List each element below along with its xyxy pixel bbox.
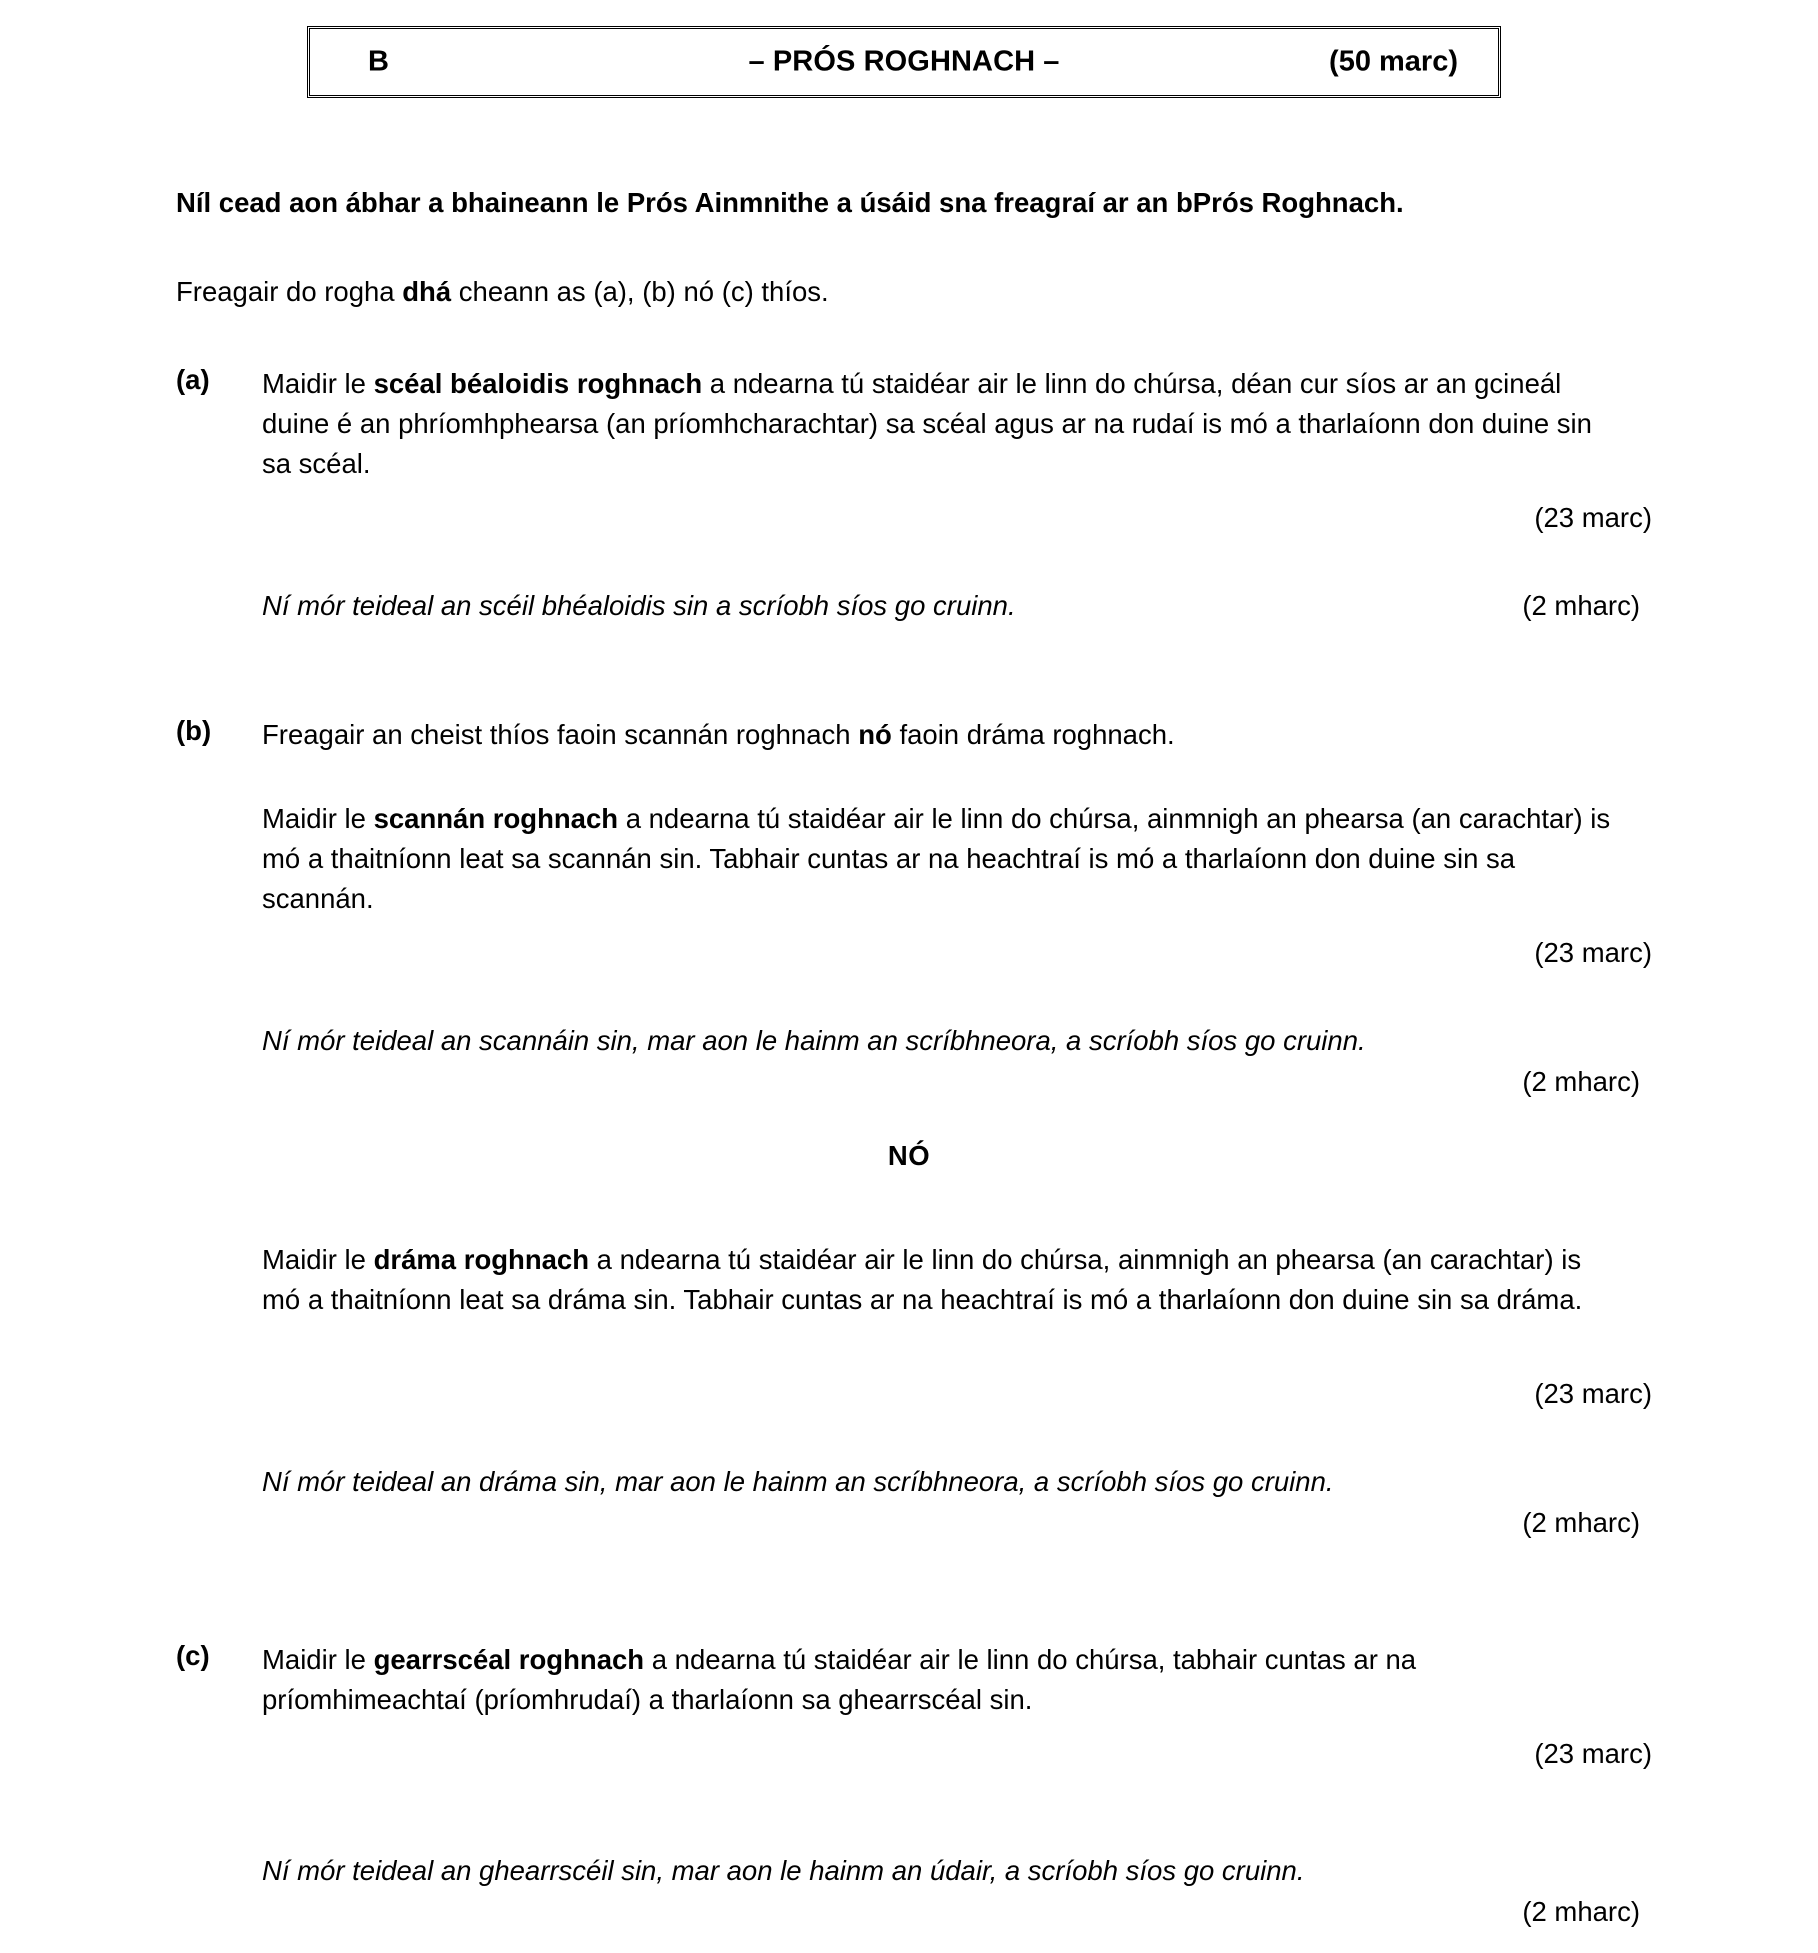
question-c-emphasis: gearrscéal roghnach <box>373 1644 645 1675</box>
question-b <box>176 715 1646 755</box>
question-c <box>176 1640 1646 1720</box>
question-a-text-after: a ndearna tú staidéar air le linn do chúrsa, déan cur síos ar an gcineál duine é an phríomhphearsa (an príomhcharachtar) sa scéal agus ar na rudaí is mó a tharlaíonn don duine sin sa scéal. <box>262 368 1592 479</box>
question-b-play-text-before: Maidir le <box>262 1244 374 1275</box>
question-c-marks: (23 marc) <box>1534 1738 1652 1769</box>
or-divider: NÓ <box>887 1140 931 1171</box>
question-b-play-emphasis: dráma roghnach <box>373 1244 590 1275</box>
question-b-film-marks: (23 marc) <box>1534 937 1652 968</box>
question-c-note-marks: (2 mharc) <box>1522 1896 1640 1927</box>
answer-instruction <box>176 272 829 312</box>
question-b-play-title-note: Ní mór teideal an dráma sin, mar aon le hainm an scríbhneora, a scríobh síos go cruinn. <box>262 1466 1334 1497</box>
question-b-film-note-marks: (2 mharc) <box>1522 1066 1640 1097</box>
question-c-text-after: a ndearna tú staidéar air le linn do chúrsa, tabhair cuntas ar na príomhimeachtaí (príomhrudaí) a tharlaíonn sa ghearrscéal sin. <box>262 1644 1417 1715</box>
question-b-label: (b) <box>176 715 212 746</box>
question-a-note-marks: (2 mharc) <box>1522 590 1640 621</box>
question-a-title-note: Ní mór teideal an scéil bhéaloidis sin a scríobh síos go cruinn. <box>262 590 1016 621</box>
question-b-play-note-marks: (2 mharc) <box>1522 1507 1640 1538</box>
section-letter: B <box>368 45 390 78</box>
question-b-film-text-before: Maidir le <box>262 803 374 834</box>
question-b-play-text <box>262 1240 1622 1320</box>
question-a-text <box>262 364 1622 484</box>
question-b-film-emphasis: scannán roghnach <box>373 803 619 834</box>
question-c-title-note: Ní mór teideal an ghearrscéil sin, mar aon le hainm an údair, a scríobh síos go cruinn. <box>262 1855 1305 1886</box>
question-b-film-title-note: Ní mór teideal an scannáin sin, mar aon le hainm an scríbhneora, a scríobh síos go cruinn. <box>262 1025 1366 1056</box>
instruction-text-after: cheann as (a), (b) nó (c) thíos. <box>451 276 829 307</box>
question-b-intro-after: faoin dráma roghnach. <box>891 719 1175 750</box>
section-total-marks: (50 marc) <box>1329 45 1458 78</box>
instruction-emphasis: dhá <box>402 276 452 307</box>
question-b-intro-before: Freagair an cheist thíos faoin scannán roghnach <box>262 719 859 750</box>
section-title: – PRÓS ROGHNACH – <box>748 45 1060 78</box>
question-b-intro-emphasis: nó <box>858 719 892 750</box>
question-b-film-text-after: a ndearna tú staidéar air le linn do chúrsa, ainmnigh an phearsa (an carachtar) is mó a thaitníonn leat sa scannán sin. Tabhair cuntas ar na heachtraí is mó a tharlaíonn don duine sin sa scannán. <box>262 803 1611 914</box>
instruction-text-before: Freagair do rogha <box>176 276 403 307</box>
question-b-play-marks: (23 marc) <box>1534 1378 1652 1409</box>
question-c-text-before: Maidir le <box>262 1644 374 1675</box>
question-a-text-before: Maidir le <box>262 368 374 399</box>
prose-restriction-notice: Níl cead aon ábhar a bhaineann le Prós Ainmnithe a úsáid sna freagraí ar an bPrós Roghnach. <box>176 187 1404 218</box>
question-a-label: (a) <box>176 364 210 395</box>
question-c-label: (c) <box>176 1640 210 1671</box>
question-b-intro <box>262 715 1622 755</box>
question-a-emphasis: scéal béaloidis roghnach <box>373 368 703 399</box>
question-c-text <box>262 1640 1614 1720</box>
question-b-play-text-after: a ndearna tú staidéar air le linn do chúrsa, ainmnigh an phearsa (an carachtar) is mó a thaitníonn leat sa dráma sin. Tabhair cuntas ar na heachtraí is mó a tharlaíonn don duine sin sa dráma. <box>262 1244 1583 1315</box>
question-a-marks: (23 marc) <box>1534 502 1652 533</box>
section-header-inner <box>310 29 1498 95</box>
section-header-box <box>307 26 1501 98</box>
question-b-film-text <box>262 799 1622 919</box>
question-a <box>176 364 1646 484</box>
